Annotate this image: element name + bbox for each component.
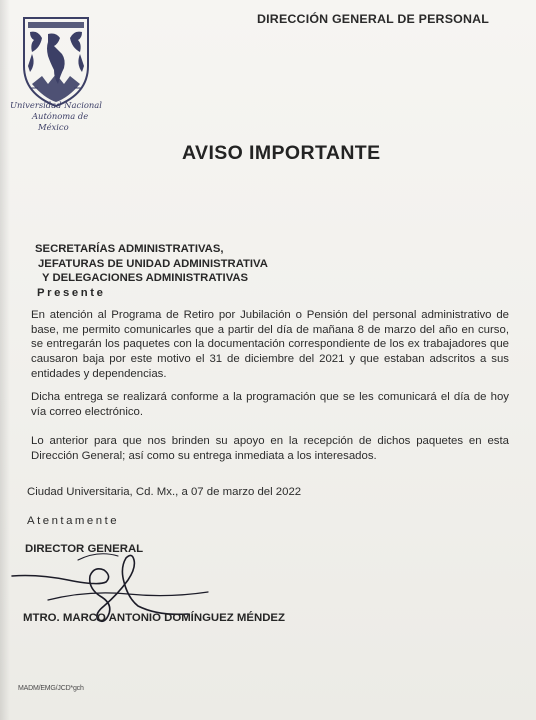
body-paragraph: Lo anterior para que nos brinden su apoyo en la recepción de dichos paquetes en esta Dirección General; así como su entrega inmediata a los interesados. [31,435,509,462]
unam-seal-icon [18,14,94,108]
addressee-line: Y DELEGACIONES ADMINISTRATIVAS [42,272,249,284]
closing: Atentamente [27,515,120,527]
greeting: Presente [37,286,106,299]
body-paragraph: En atención al Programa de Retiro por Jubilación o Pensión del personal administrativo de base, me permito comunicarles que a partir del día de mañana 8 de marzo del año en curso, se entregarán los paquetes con la documentación correspondiente de los ex trabajadores que causaron baja por este motivo el 31 de diciembre del 2021 y que estaban adscritos a sus entidades y dependencias. [31,309,509,380]
institution-line: Autónoma de [32,111,89,121]
unam-seal [10,14,110,142]
addressee-line: JEFATURAS DE UNIDAD ADMINISTRATIVA [38,257,268,270]
body-paragraph: Dicha entrega se realizará conforme a la programación que se les comunicará el día de hoy vía correo electrónico. [31,391,509,418]
institution-line: México [38,122,69,132]
addressee-line: SECRETARÍAS ADMINISTRATIVAS, [35,243,224,255]
signer-name: MTRO. MARCO ANTONIO DOMÍNGUEZ MÉNDEZ [23,612,285,624]
institution-line: Universidad Nacional [10,100,102,110]
reference-initials: MADM/EMG/JCD*gch [18,685,84,692]
institution-name [10,100,110,133]
signer-role: DIRECTOR GENERAL [25,543,144,555]
addressee-block [35,242,268,300]
place-date: Ciudad Universitaria, Cd. Mx., a 07 de marzo del 2022 [27,486,302,498]
department-header: DIRECCIÓN GENERAL DE PERSONAL [257,12,490,26]
document-title: AVISO IMPORTANTE [182,142,381,164]
